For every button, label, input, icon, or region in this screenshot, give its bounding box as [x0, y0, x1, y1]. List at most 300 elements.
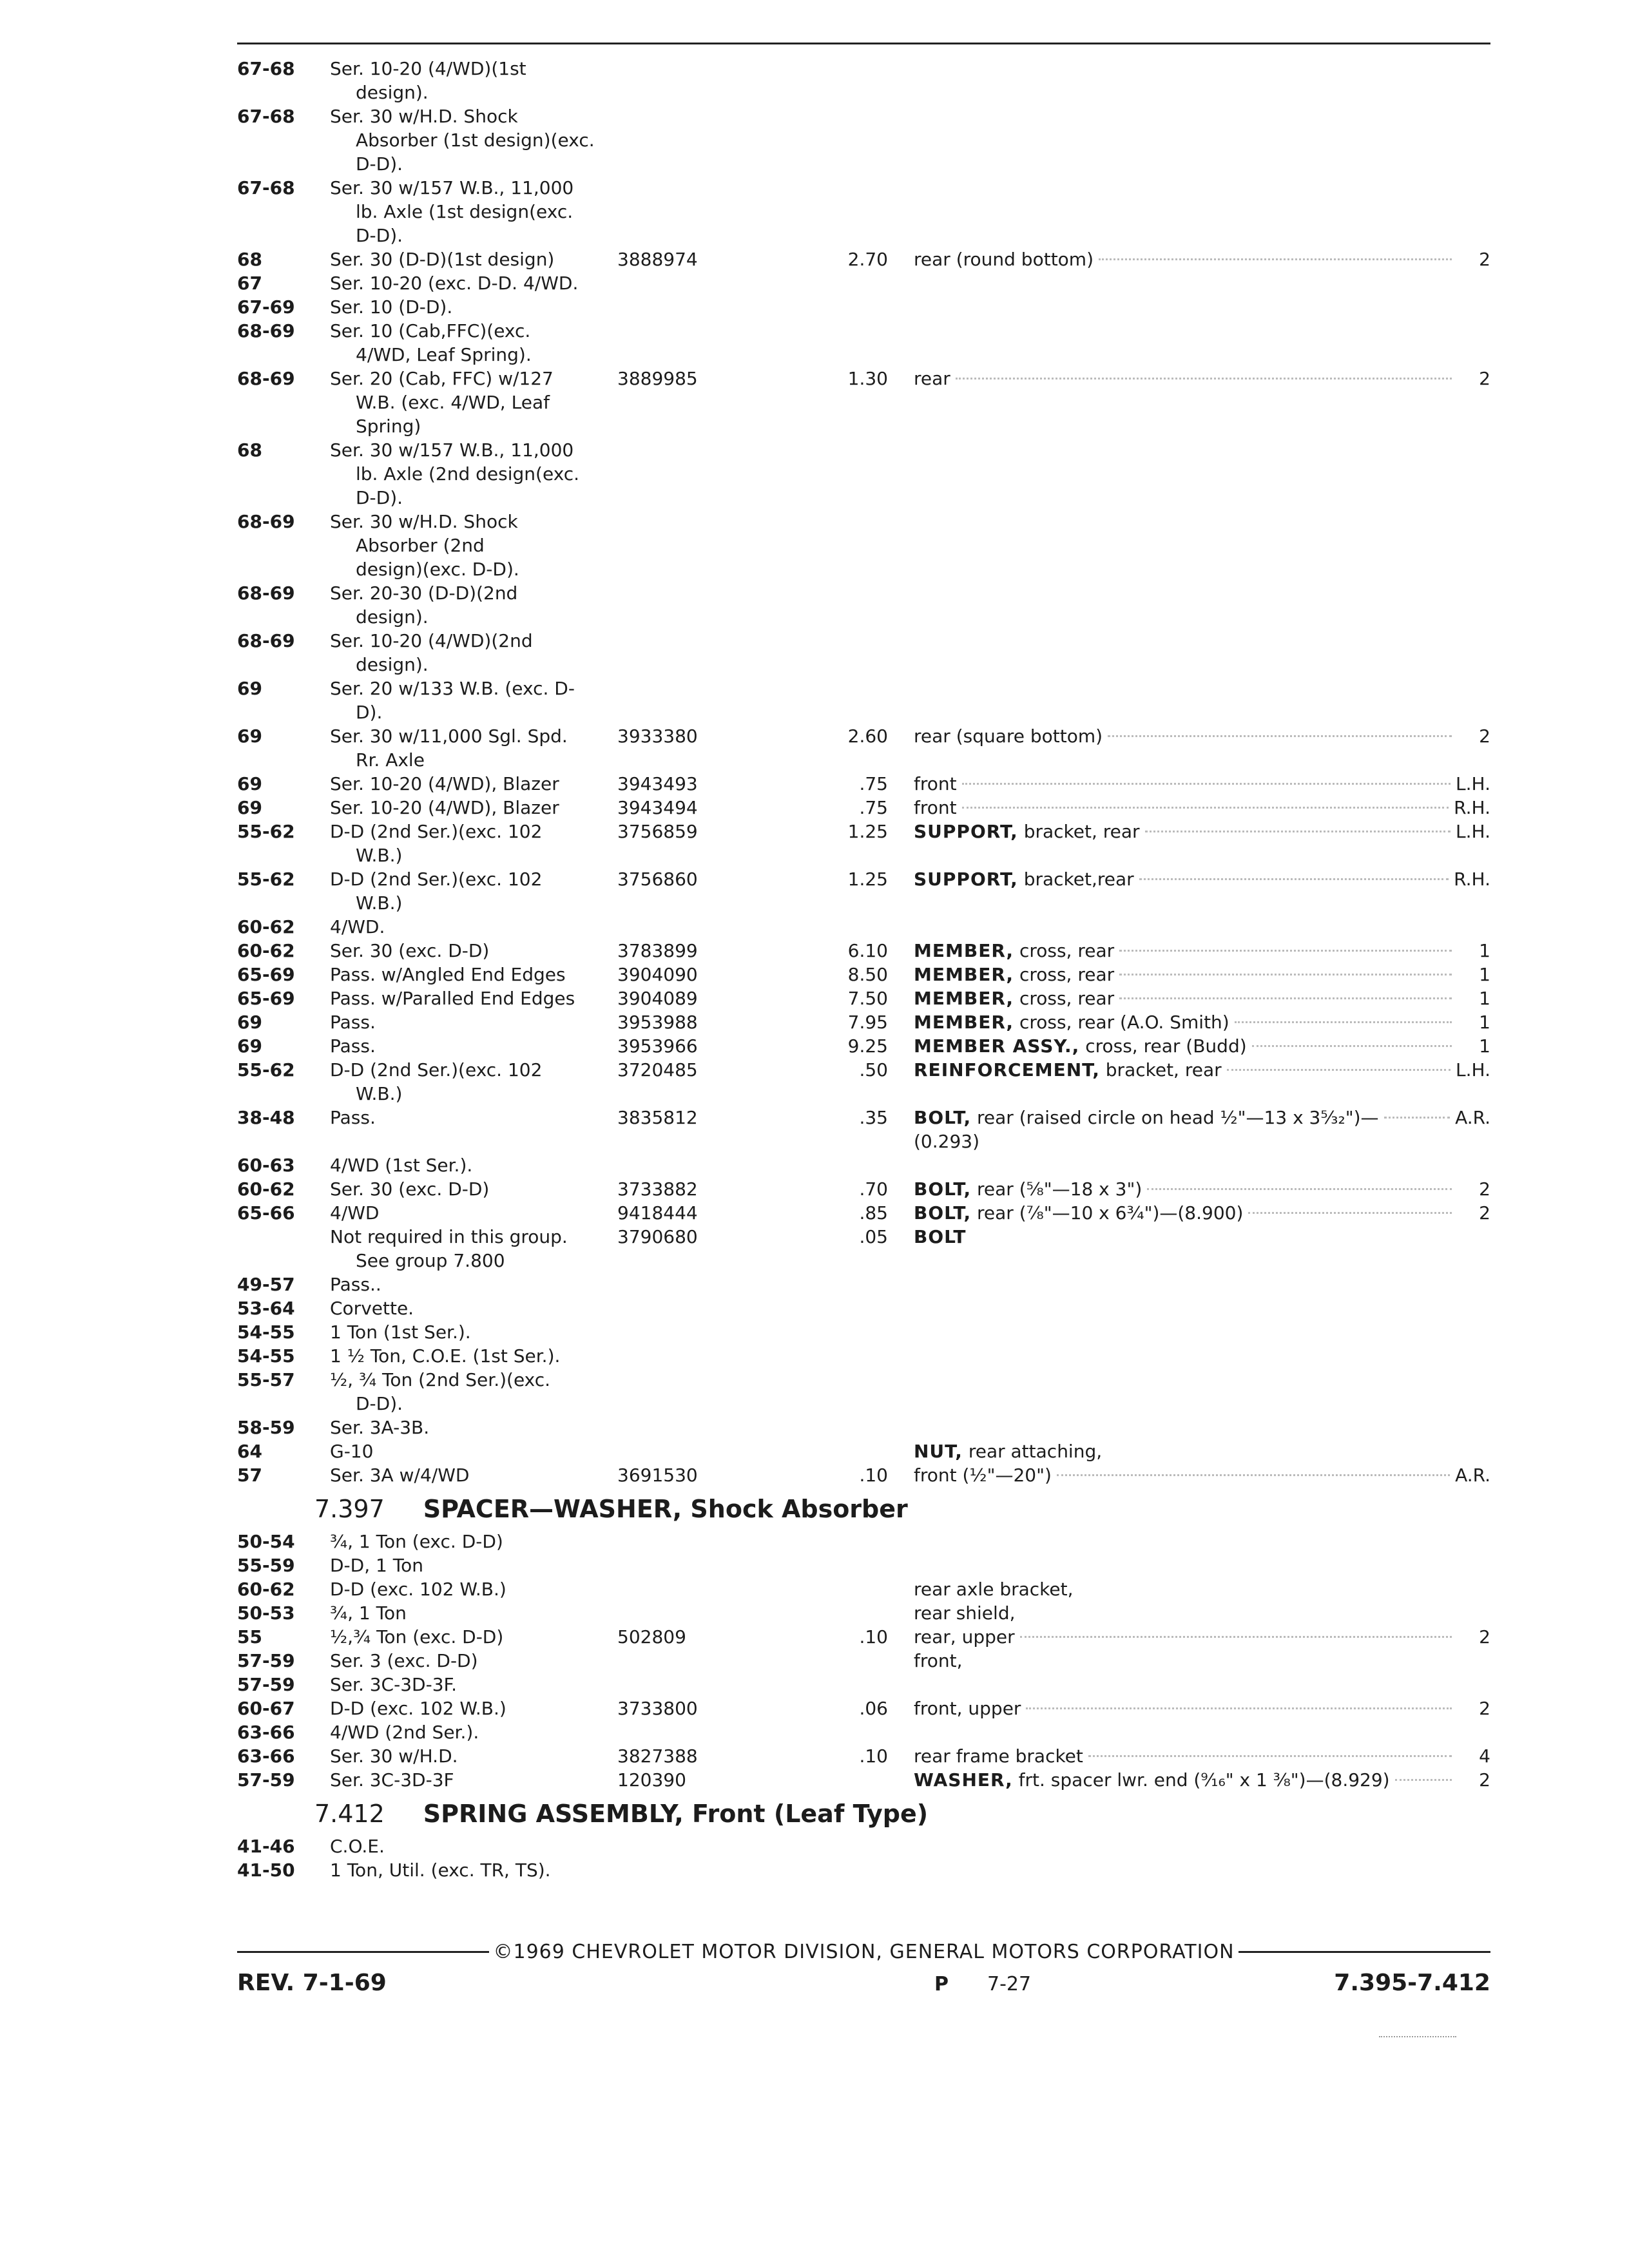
list-price [788, 1834, 888, 1858]
model-cell [314, 295, 617, 319]
part-number: 502809 [617, 1626, 686, 1648]
description-line [888, 1106, 1490, 1129]
year-cell: 68-69 [237, 630, 295, 651]
model-line: 4/WD (2nd Ser.). [330, 1722, 479, 1743]
group-range: 7.395-7.412 [1334, 1970, 1490, 1996]
table-row [237, 1416, 1490, 1439]
list-price: 1.25 [847, 869, 888, 890]
model-cell [314, 1720, 617, 1744]
description-cell [888, 915, 1490, 939]
model-line: Ser. 20-30 (D-D)(2nd [330, 582, 518, 604]
description-text: rear shield, [914, 1602, 1016, 1624]
description-cell [888, 724, 1490, 772]
quantity: 1 [1479, 1012, 1490, 1033]
list-price [788, 1673, 888, 1696]
list-price [788, 677, 888, 724]
year-cell: 69 [237, 678, 262, 699]
part-name: SUPPORT, [914, 869, 1018, 890]
dot-leader [1119, 997, 1452, 999]
description-cell [888, 820, 1490, 867]
model-line: lb. Axle (2nd design(exc. [356, 463, 580, 485]
description-line [888, 1625, 1490, 1649]
section-number: 7.397 [314, 1495, 385, 1523]
dot-leader [1099, 258, 1452, 260]
description-cell [888, 1858, 1490, 1882]
list-price [788, 1344, 888, 1368]
model-line: 1 ½ Ton, C.O.E. (1st Ser.). [330, 1345, 561, 1367]
model-line: D). [356, 702, 383, 723]
description-cell [888, 1058, 1490, 1106]
description [914, 247, 1094, 271]
model-cell [314, 57, 617, 104]
model-line: lb. Axle (1st design(exc. [356, 201, 574, 222]
part-name: BOLT, [914, 1202, 972, 1224]
parts-rows-spring [237, 1834, 1490, 1882]
table-row [237, 1177, 1490, 1201]
model-cell [314, 867, 617, 915]
description [914, 986, 1114, 1010]
part-number [617, 271, 788, 295]
list-price [788, 1768, 888, 1792]
dot-leader [1139, 878, 1449, 880]
footer-rule-right [1239, 1951, 1490, 1953]
part-number: 3691530 [617, 1465, 698, 1486]
model-cell [314, 510, 617, 581]
year-cell: 65-69 [237, 964, 295, 985]
description-line [888, 963, 1490, 986]
model-cell [314, 1768, 617, 1792]
part-number [617, 1153, 788, 1177]
model-line: Pass. w/Paralled End Edges [330, 988, 575, 1009]
part-number: 120390 [617, 1769, 686, 1791]
page-letter: P [934, 1973, 949, 1995]
model-line: D-D, 1 Ton [330, 1555, 423, 1576]
table-row [237, 1344, 1490, 1368]
list-price: .10 [859, 1745, 888, 1767]
parts-rows-main [237, 57, 1490, 1487]
year-cell: 64 [237, 1441, 262, 1462]
description [914, 1201, 1243, 1225]
model-cell [314, 1320, 617, 1344]
model-line: 4/WD. [330, 916, 385, 937]
table-row [237, 295, 1490, 319]
description-text: rear (round bottom) [914, 249, 1094, 270]
part-number [617, 1858, 788, 1882]
model-line: D-D). [356, 487, 403, 508]
description [914, 939, 1114, 963]
description-line [888, 772, 1490, 796]
description-text: rear frame bracket [914, 1745, 1083, 1767]
model-line: D-D (exc. 102 W.B.) [330, 1579, 506, 1600]
description-cell [888, 1601, 1490, 1625]
model-cell [314, 1577, 617, 1601]
description-cell [888, 986, 1490, 1010]
quantity: 4 [1479, 1745, 1490, 1767]
model-line: See group 7.800 [356, 1250, 505, 1271]
table-row [237, 796, 1490, 820]
description-cell [888, 271, 1490, 295]
part-number [617, 1344, 788, 1368]
model-cell [314, 1058, 617, 1106]
dot-leader [1119, 974, 1452, 975]
description-cell [888, 1768, 1490, 1792]
description-cell [888, 796, 1490, 820]
list-price [788, 1273, 888, 1296]
model-cell [314, 796, 617, 820]
part-number: 3783899 [617, 940, 698, 961]
model-line: D-D). [356, 153, 403, 175]
list-price: .10 [859, 1626, 888, 1648]
list-price [788, 915, 888, 939]
table-row [237, 1649, 1490, 1673]
part-number: 3953988 [617, 1012, 698, 1033]
list-price [788, 1720, 888, 1744]
quantity: 2 [1479, 1178, 1490, 1200]
description-text: rear attaching, [968, 1441, 1103, 1462]
table-row [237, 1768, 1490, 1792]
quantity: 2 [1479, 249, 1490, 270]
part-number: 3943493 [617, 773, 698, 794]
model-cell [314, 1625, 617, 1649]
model-line: Ser. 20 (Cab, FFC) w/127 [330, 368, 554, 389]
year-cell [237, 1225, 314, 1273]
part-number [617, 1273, 788, 1296]
description-cell [888, 1834, 1490, 1858]
list-price: 1.25 [847, 821, 888, 842]
description-line [888, 796, 1490, 820]
part-number [617, 1530, 788, 1553]
model-line: 1 Ton (1st Ser.). [330, 1321, 471, 1343]
description-cell [888, 1320, 1490, 1344]
table-row [237, 1463, 1490, 1487]
description-text: rear [914, 368, 950, 389]
description-text: rear, upper [914, 1626, 1015, 1648]
part-number: 3733882 [617, 1178, 698, 1200]
description-continued: (0.293) [914, 1131, 980, 1152]
part-number [617, 1834, 788, 1858]
model-line: Ser. 30 w/157 W.B., 11,000 [330, 439, 574, 461]
model-cell [314, 1553, 617, 1577]
model-cell [314, 1834, 617, 1858]
description-cell [888, 677, 1490, 724]
model-cell [314, 1296, 617, 1320]
model-cell [314, 104, 617, 176]
model-cell [314, 915, 617, 939]
footer-info [237, 1970, 1490, 1996]
year-cell: 69 [237, 797, 262, 818]
model-line: Ser. 30 w/H.D. Shock [330, 106, 518, 127]
part-number [617, 1720, 788, 1744]
quantity: 1 [1479, 964, 1490, 985]
quantity: 2 [1479, 368, 1490, 389]
description-cell [888, 1530, 1490, 1553]
dot-leader [1147, 1188, 1452, 1190]
list-price [788, 629, 888, 677]
list-price [788, 104, 888, 176]
revision-date: REV. 7-1-69 [237, 1970, 387, 1996]
model-line: design). [356, 654, 429, 675]
quantity: 1 [1479, 1035, 1490, 1057]
part-name: BOLT, [914, 1107, 972, 1128]
quantity: 2 [1479, 1698, 1490, 1719]
page-footer [237, 1941, 1490, 1996]
description-cell [888, 867, 1490, 915]
list-price [788, 57, 888, 104]
part-number: 3888974 [617, 249, 698, 270]
dot-leader [1088, 1755, 1452, 1757]
year-cell: 68-69 [237, 582, 295, 604]
model-line: Ser. 10 (D-D). [330, 296, 453, 318]
description [914, 1577, 1074, 1601]
description [914, 1106, 1379, 1129]
description-cell [888, 1416, 1490, 1439]
year-cell: 63-66 [237, 1745, 295, 1767]
year-cell: 58-59 [237, 1417, 295, 1438]
part-number: 3827388 [617, 1745, 698, 1767]
model-line: C.O.E. [330, 1836, 385, 1857]
model-line: Pass.. [330, 1274, 381, 1295]
year-cell: 53-64 [237, 1298, 295, 1319]
description-text: rear (raised circle on head ½"—13 x 3⁵⁄₃₂")— [977, 1107, 1379, 1128]
table-row [237, 57, 1490, 104]
model-cell [314, 1273, 617, 1296]
year-cell: 60-62 [237, 916, 295, 937]
quantity: R.H. [1454, 869, 1490, 890]
table-row [237, 1673, 1490, 1696]
section-number: 7.412 [314, 1800, 385, 1828]
description-line [888, 867, 1490, 891]
year-cell: 68-69 [237, 320, 295, 341]
model-cell [314, 1153, 617, 1177]
dot-leader [1057, 1474, 1450, 1476]
model-cell [314, 581, 617, 629]
part-number: 3943494 [617, 797, 698, 818]
section-title: SPRING ASSEMBLY, Front (Leaf Type) [423, 1800, 929, 1828]
table-row [237, 1696, 1490, 1720]
description-cell [888, 1577, 1490, 1601]
model-line: D-D). [356, 1393, 403, 1414]
model-line: D-D (2nd Ser.)(exc. 102 [330, 869, 543, 890]
table-row [237, 1720, 1490, 1744]
year-cell: 69 [237, 773, 262, 794]
part-name: NUT, [914, 1441, 963, 1462]
year-cell: 54-55 [237, 1321, 295, 1343]
description [914, 1649, 963, 1673]
part-name: MEMBER, [914, 964, 1014, 985]
description-text: cross, rear [1019, 964, 1115, 985]
description-text: rear (⁷⁄₈"—10 x 6³⁄₄")—(8.900) [977, 1202, 1244, 1224]
year-cell: 55-57 [237, 1369, 295, 1390]
model-cell [314, 986, 617, 1010]
model-line: ½, ¾ Ton (2nd Ser.)(exc. [330, 1369, 551, 1390]
model-cell [314, 1106, 617, 1153]
table-row [237, 1601, 1490, 1625]
model-cell [314, 629, 617, 677]
description-line [888, 1201, 1490, 1225]
model-line: W.B.) [356, 892, 403, 914]
model-cell [314, 963, 617, 986]
table-row [237, 581, 1490, 629]
quantity: 1 [1479, 988, 1490, 1009]
model-cell [314, 1010, 617, 1034]
dot-leader [1252, 1045, 1452, 1047]
part-number [617, 1601, 788, 1625]
description-text: rear (square bottom) [914, 726, 1103, 747]
part-number [617, 1577, 788, 1601]
table-row [237, 963, 1490, 986]
year-cell: 55-62 [237, 1059, 295, 1081]
description [914, 1463, 1052, 1487]
part-number [617, 1416, 788, 1439]
model-cell [314, 1034, 617, 1058]
model-cell [314, 677, 617, 724]
model-cell [314, 176, 617, 247]
year-cell: 38-48 [237, 1107, 295, 1128]
table-row [237, 1530, 1490, 1553]
table-row [237, 1368, 1490, 1416]
part-number: 3889985 [617, 368, 698, 389]
description-text: front, upper [914, 1698, 1021, 1719]
list-price: 8.50 [847, 964, 888, 985]
table-row [237, 176, 1490, 247]
parts-list [237, 57, 1490, 1882]
description-cell [888, 510, 1490, 581]
description-cell [888, 1177, 1490, 1201]
list-price [788, 1601, 888, 1625]
description-line [888, 1601, 1490, 1625]
model-line: Absorber (2nd [356, 535, 485, 556]
model-line: Ser. 10-20 (exc. D-D. 4/WD. [330, 273, 579, 294]
table-row [237, 271, 1490, 295]
part-name: MEMBER, [914, 1012, 1014, 1033]
model-line: D-D (2nd Ser.)(exc. 102 [330, 1059, 543, 1081]
list-price [788, 319, 888, 367]
list-price [788, 271, 888, 295]
list-price: .06 [859, 1698, 888, 1719]
part-number [617, 295, 788, 319]
model-cell [314, 1177, 617, 1201]
description [914, 1225, 966, 1249]
description-text: front, [914, 1650, 963, 1671]
table-row [237, 1058, 1490, 1106]
table-row [237, 939, 1490, 963]
quantity: 2 [1479, 1626, 1490, 1648]
quantity: R.H. [1454, 797, 1490, 818]
description-cell [888, 963, 1490, 986]
description-cell [888, 1010, 1490, 1034]
part-number [617, 319, 788, 367]
year-cell: 60-62 [237, 1178, 295, 1200]
model-line: ³⁄₄, 1 Ton (exc. D-D) [330, 1531, 503, 1552]
description [914, 1601, 1016, 1625]
dot-leader [1119, 950, 1452, 952]
description-line [888, 1058, 1490, 1082]
description [914, 1768, 1390, 1792]
description-line [888, 820, 1490, 843]
dot-leader [1020, 1636, 1452, 1638]
quantity: L.H. [1456, 773, 1490, 794]
model-line: Corvette. [330, 1298, 414, 1319]
model-line: Ser. 10-20 (4/WD)(2nd [330, 630, 533, 651]
part-number: 3756859 [617, 821, 698, 842]
part-number [617, 581, 788, 629]
list-price: 1.30 [847, 368, 888, 389]
year-cell: 57-59 [237, 1674, 295, 1695]
description [914, 963, 1114, 986]
dot-leader [1026, 1707, 1452, 1709]
table-row [237, 772, 1490, 796]
part-name: MEMBER, [914, 940, 1014, 961]
year-cell: 50-54 [237, 1531, 295, 1552]
model-line: 1 Ton, Util. (exc. TR, TS). [330, 1860, 551, 1881]
model-line: Ser. 30 w/H.D. [330, 1745, 458, 1767]
page-number: 7-27 [987, 1973, 1032, 1995]
page-marker [934, 1973, 1031, 1995]
table-row [237, 677, 1490, 724]
dot-leader [956, 378, 1452, 380]
year-cell: 55 [237, 1626, 262, 1648]
description-text: cross, rear (A.O. Smith) [1019, 1012, 1229, 1033]
year-cell: 60-62 [237, 940, 295, 961]
model-cell [314, 367, 617, 438]
quantity: A.R. [1455, 1465, 1490, 1486]
model-line: 4/WD [330, 1202, 380, 1224]
year-cell: 49-57 [237, 1274, 295, 1295]
list-price [788, 1858, 888, 1882]
description [914, 772, 957, 796]
description-cell [888, 1368, 1490, 1416]
model-line: W.B.) [356, 845, 403, 866]
year-cell: 68 [237, 439, 262, 461]
description-text: front [914, 797, 957, 818]
table-row [237, 510, 1490, 581]
year-cell: 57 [237, 1465, 262, 1486]
part-number [617, 510, 788, 581]
description-cell [888, 1696, 1490, 1720]
dot-leader [962, 783, 1451, 785]
description-cell [888, 319, 1490, 367]
list-price [788, 1368, 888, 1416]
description-cell [888, 629, 1490, 677]
dot-leader [1108, 735, 1452, 737]
description [914, 724, 1103, 748]
table-row [237, 367, 1490, 438]
part-number: 3790680 [617, 1226, 698, 1247]
part-number: 3733800 [617, 1698, 698, 1719]
section-title: SPACER—WASHER, Shock Absorber [423, 1495, 908, 1523]
table-row [237, 1577, 1490, 1601]
top-rule [237, 43, 1490, 44]
list-price [788, 1530, 888, 1553]
description-line [888, 367, 1490, 390]
model-cell [314, 724, 617, 772]
part-number: 3904090 [617, 964, 698, 985]
model-line: W.B.) [356, 1083, 403, 1104]
part-name: SUPPORT, [914, 821, 1018, 842]
footer-rule-left [237, 1951, 489, 1953]
description-cell [888, 1463, 1490, 1487]
scan-mark [1379, 2036, 1456, 2037]
model-line: Ser. 3A w/4/WD [330, 1465, 470, 1486]
quantity: 2 [1479, 726, 1490, 747]
table-row [237, 247, 1490, 271]
part-number [617, 438, 788, 510]
dot-leader [1227, 1069, 1451, 1071]
table-row [237, 629, 1490, 677]
model-line: Ser. 3 (exc. D-D) [330, 1650, 478, 1671]
part-number: 3933380 [617, 726, 698, 747]
model-line: Ser. 10-20 (4/WD)(1st [330, 58, 526, 79]
